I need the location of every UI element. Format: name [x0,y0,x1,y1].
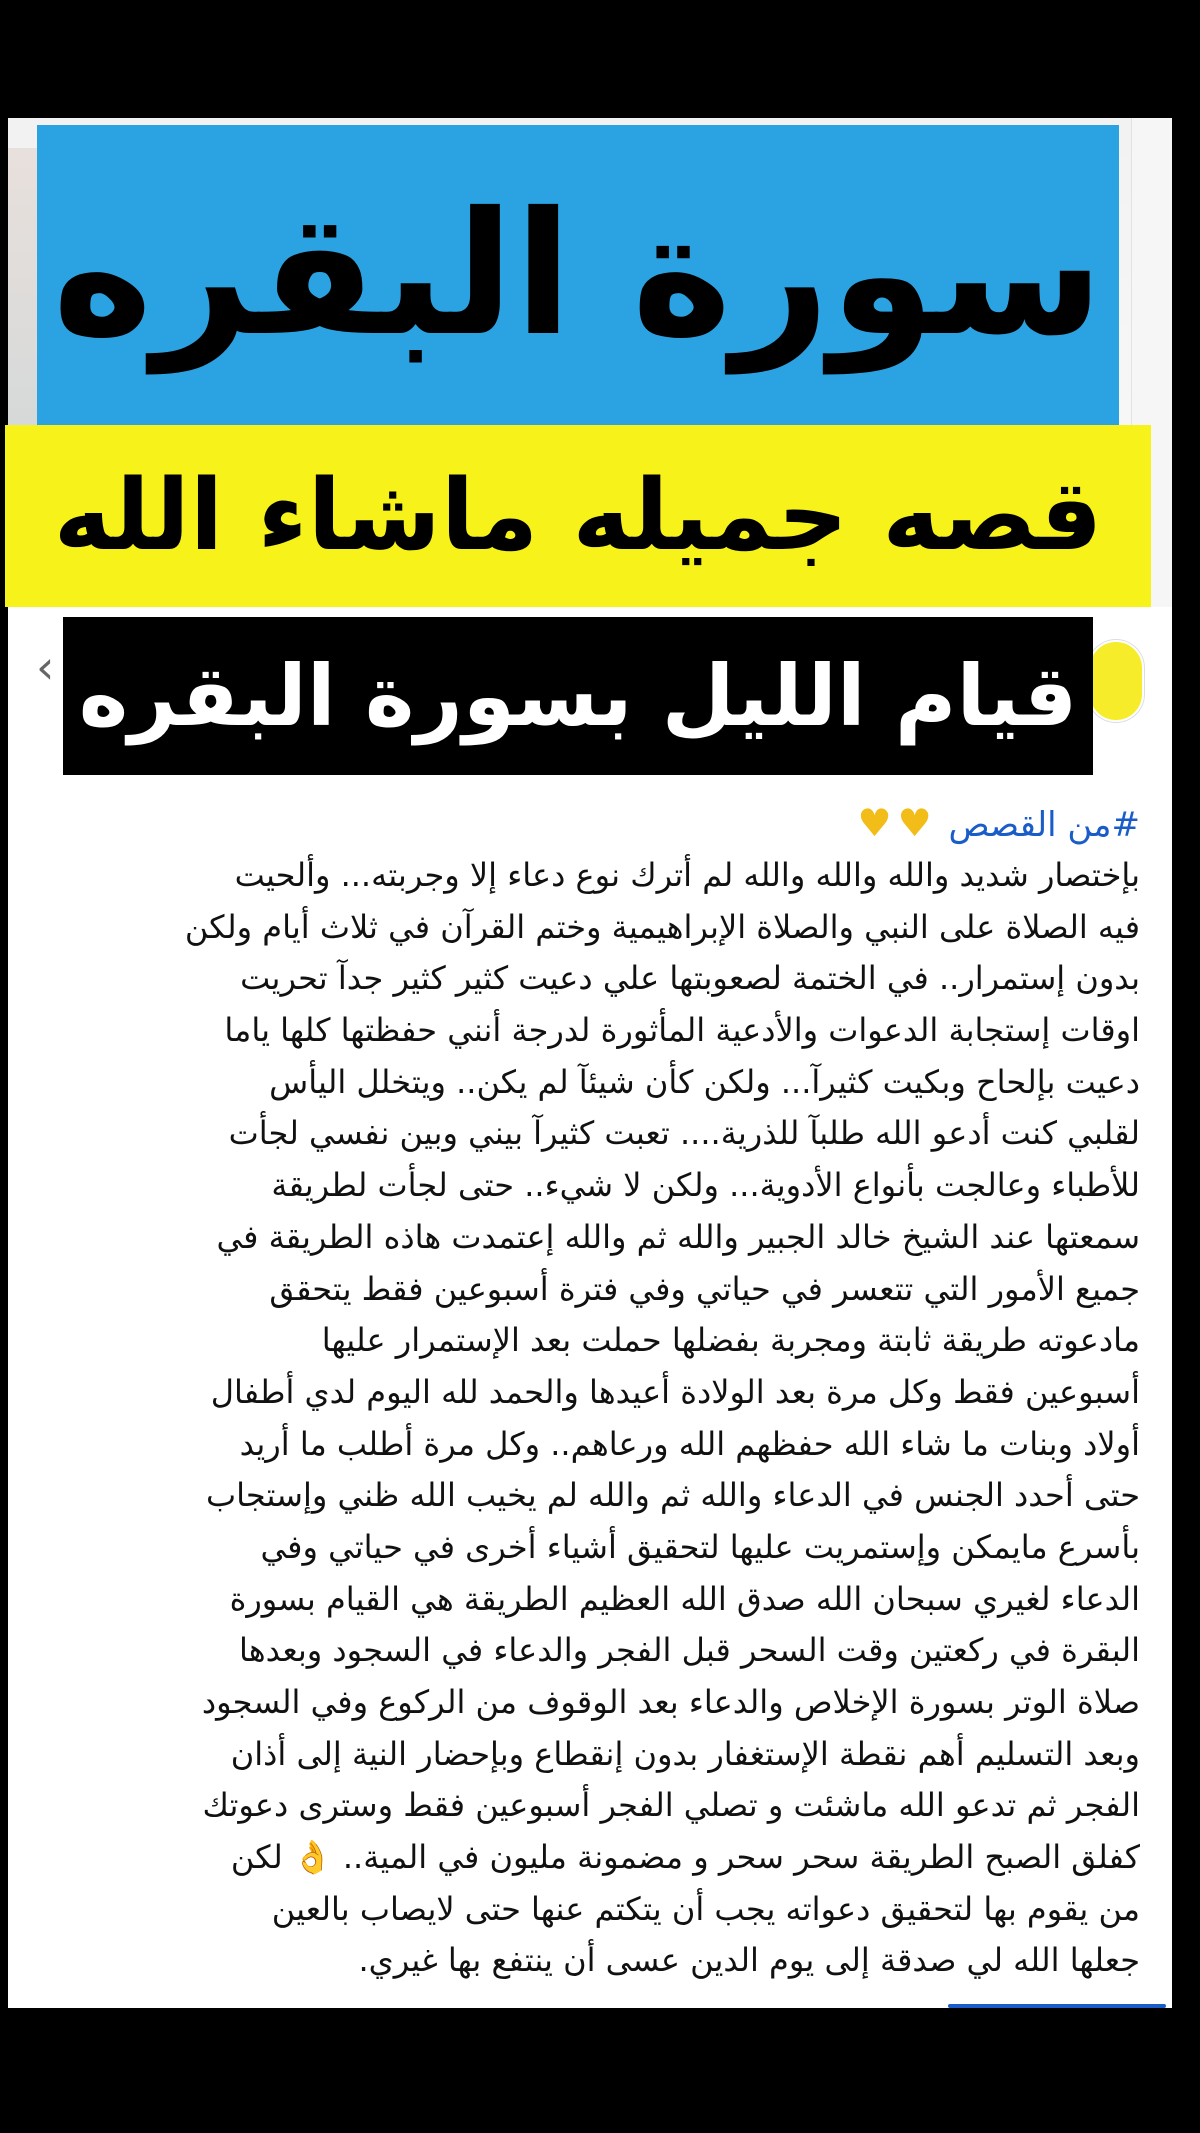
text-line: اوقات إستجابة الدعوات والأدعية المأثورة لدرجة أنني حفظتها كلها ياما [224,1011,1140,1050]
text-line: صلاة الوتر بسورة الإخلاص والدعاء بعد الوقوف من الركوع وفي السجود [201,1683,1140,1721]
text-line: جعلها الله لي صدقة إلى يوم الدين عسى أن ينتفع بها غيري. [358,1941,1140,1980]
text-line: سمعتها عند الشيخ خالد الجبير والله ثم والله إعتمدت هاذه الطريقة في [216,1217,1140,1256]
title-text: سورة البقره [52,176,1104,374]
text-line: فيه الصلاة على النبي والصلاة الإبراهيمية وختم القرآن في ثلاث أيام ولكن [184,907,1140,946]
hashtag-link[interactable]: #من القصص [948,805,1140,845]
post-body [40,798,1140,1987]
text-line: بأسرع مايمكن وإستمريت عليها لتحقيق أشياء أخرى في حياتي وفي [260,1527,1140,1566]
text-line: لقلبي كنت أدعو الله طلبآ للذرية.... تعبت كثيرآ بيني وبين نفسي لجأت [228,1114,1140,1153]
caption-banner [63,617,1093,775]
text-line: بإختصار شديد والله والله والله لم أترك نوع دعاء إلا وجربته... وألحيت [234,856,1140,894]
text-line: مادعوته طريقة ثابتة ومجربة بفضلها حملت بعد الإستمرار عليها [321,1321,1140,1360]
hashtag-line [40,798,1140,850]
subtitle-text: قصه جميله ماشاء الله [53,459,1103,573]
post-text [40,850,1140,1987]
text-line: للأطباء وعالجت بأنواع الأدوية... ولكن لا شيء.. حتى لجأت لطريقة [271,1166,1140,1205]
text-line: الدعاء لغيري سبحان الله صدق الله العظيم الطريقة هي القيام بسورة [229,1579,1140,1618]
text-line: كفلق الصبح الطريقة سحر سحر و مضمونة مليون في المية.. 👌 لكن [230,1838,1140,1877]
yellow-heart-icon: ♥ [857,801,892,845]
text-line: أولاد وبنات ما شاء الله حفظهم الله ورعاهم.. وكل مرة أطلب ما أريد [239,1424,1140,1463]
text-line: من يقوم بها لتحقيق دعواته يجب أن يتكتم عنها حتى لايصاب بالعين [271,1889,1140,1928]
text-line: البقرة في ركعتين وقت السحر قبل الفجر والدعاء في السجود وبعدها [239,1631,1140,1670]
text-line: جميع الأمور التي تتعسر في حياتي وفي فترة أسبوعين فقط يتحقق [269,1269,1140,1308]
link-underline [948,2004,1166,2008]
chevron-left-icon[interactable]: ‹ [36,640,55,694]
yellow-heart-icon: ♥ [897,801,932,845]
caption-text: قيام الليل بسورة البقره [78,647,1078,745]
title-banner [37,125,1119,425]
text-line: بدون إستمرار.. في الختمة لصعوبتها علي دعيت كثير كثير جدآ تحريت [240,959,1140,998]
text-line: وبعد التسليم أهم نقطة الإستغفار بدون إنقطاع وبإحضار النية إلى أذان [230,1734,1140,1773]
text-line: حتى أحدد الجنس في الدعاء والله ثم والله لم يخيب الله ظني وإستجاب [205,1476,1140,1515]
text-line: دعيت بإلحاح وبكيت كثيرآ... ولكن كأن شيئآ لم يكن.. ويتخلل اليأس [269,1062,1140,1101]
avatar[interactable] [1088,640,1144,722]
subtitle-banner [5,425,1151,607]
text-line: الفجر ثم تدعو الله ماشئت و تصلي الفجر أسبوعين فقط وسترى دعوتك [202,1786,1140,1825]
text-line: أسبوعين فقط وكل مرة بعد الولادة أعيدها والحمد لله اليوم لدي أطفال [210,1372,1140,1411]
